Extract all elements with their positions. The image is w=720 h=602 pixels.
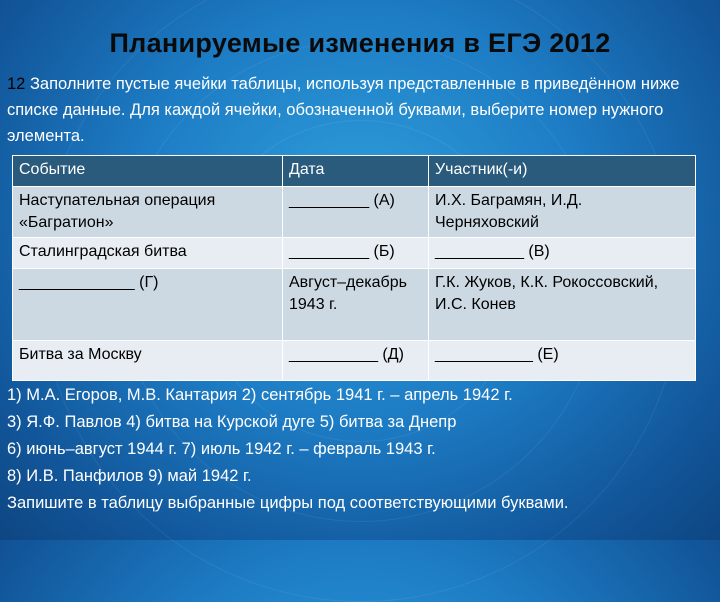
cell-event: Битва за Москву <box>13 341 283 381</box>
table-row <box>13 187 696 238</box>
history-table <box>12 155 696 381</box>
option-line: 6) июнь–август 1944 г. 7) июль 1942 г. – февраль 1943 г. <box>7 440 436 458</box>
cell-event: Наступательная операция «Багратион» <box>13 187 283 238</box>
cell-participants: __________ (В) <box>429 238 696 269</box>
cell-date: _________ (А) <box>283 187 429 238</box>
table-row <box>13 238 696 269</box>
answer-options <box>7 382 717 517</box>
task-text <box>7 71 713 149</box>
cell-participants: ___________ (Е) <box>429 341 696 381</box>
cell-event: _____________ (Г) <box>13 269 283 341</box>
instruction-line: Запишите в таблицу выбранные цифры под соответствующими буквами. <box>7 494 569 512</box>
cell-date: __________ (Д) <box>283 341 429 381</box>
cell-participants: Г.К. Жуков, К.К. Рокоссовский, И.С. Конев <box>429 269 696 341</box>
cell-participants: И.Х. Баграмян, И.Д. Черняховский <box>429 187 696 238</box>
table-row <box>13 341 696 381</box>
option-line: 1) М.А. Егоров, М.В. Кантария 2) сентябрь 1941 г. – апрель 1942 г. <box>7 386 513 404</box>
task-number: 12 <box>7 75 26 93</box>
option-line: 8) И.В. Панфилов 9) май 1942 г. <box>7 467 252 485</box>
slide-title: Планируемые изменения в ЕГЭ 2012 <box>109 28 611 58</box>
cell-date: _________ (Б) <box>283 238 429 269</box>
cell-date: Август–декабрь 1943 г. <box>283 269 429 341</box>
table-header-row <box>13 156 696 187</box>
option-line: 3) Я.Ф. Павлов 4) битва на Курской дуге 5) битва за Днепр <box>7 413 457 431</box>
table-row <box>13 269 696 341</box>
header-participants: Участник(-и) <box>429 156 696 187</box>
task-instructions: Заполните пустые ячейки таблицы, используя представленные в приведённом ниже списке данные. Для каждой ячейки, обозначенной буквами, выберите номер нужного элемента. <box>7 75 680 145</box>
header-date: Дата <box>283 156 429 187</box>
header-event: Событие <box>13 156 283 187</box>
cell-event: Сталинградская битва <box>13 238 283 269</box>
